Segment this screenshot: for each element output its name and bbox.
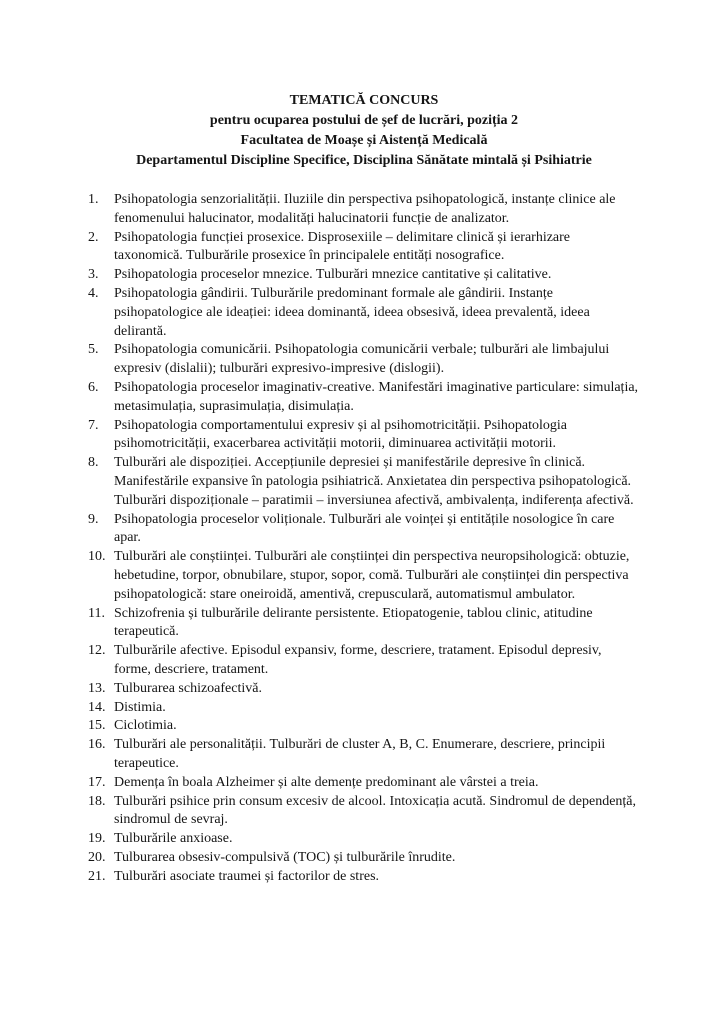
topic-number: 12. <box>88 643 106 659</box>
topic-item <box>88 830 640 849</box>
topic-number: 1. <box>88 192 99 207</box>
topic-list <box>88 191 640 886</box>
document-subtitle-faculty: Facultatea de Moașe și Aistență Medicală <box>240 133 488 148</box>
document-header <box>88 91 640 171</box>
topic-number: 17. <box>88 774 106 790</box>
document-subtitle-position: pentru ocuparea postului de șef de lucrări, poziția 2 <box>209 113 519 128</box>
topic-text: Tulburarea obsesiv-compulsivă (TOC) și tulburările înrudite. <box>114 849 456 865</box>
topic-item <box>88 680 640 699</box>
topic-text: Demența în boala Alzheimer și alte demențe predominant ale vârstei a treia. <box>114 774 539 790</box>
topic-text: Tulburări asociate traumei și factorilor de stres. <box>114 868 380 884</box>
topic-text: Tulburarea schizoafectivă. <box>114 680 262 696</box>
topic-number: 16. <box>88 737 106 753</box>
topic-text: Tulburările afective. Episodul expansiv, forme, descriere, tratament. Episodul depresiv, forme, descriere, tratament. <box>114 643 602 677</box>
topic-item <box>88 548 640 604</box>
topic-number: 11. <box>88 605 105 621</box>
topic-number: 2. <box>88 229 99 245</box>
topic-text: Psihopatologia senzorialității. Iluziile din perspectiva psihopatologică, instanțe clinice ale fenomenului halucinator, modalități halucinatorii funcție de analizator. <box>114 192 616 226</box>
topic-number: 21. <box>88 868 106 884</box>
topic-item <box>88 736 640 774</box>
topic-text: Psihopatologia funcției prosexice. Disprosexiile – delimitare clinică și ierarhizare taxonomică. Tulburările prosexice în principalele entități nosografice. <box>114 229 571 264</box>
topic-item <box>88 454 640 510</box>
topic-item <box>88 699 640 718</box>
topic-item <box>88 793 640 831</box>
topic-number: 15. <box>88 718 106 734</box>
topic-item <box>88 605 640 643</box>
topic-number: 6. <box>88 379 99 395</box>
topic-text: Psihopatologia gândirii. Tulburările predominant formale ale gândirii. Instanțe psihopatologice ale ideației: ideea dominantă, ideea obsesivă, ideea prevalentă, ideea delirantă. <box>114 285 590 339</box>
topic-item <box>88 417 640 455</box>
topic-item <box>88 229 640 267</box>
topic-number: 13. <box>88 680 106 696</box>
topic-text: Tulburări psihice prin consum excesiv de alcool. Intoxicația acută. Sindromul de dependență, sindromul de sevraj. <box>114 793 637 828</box>
topic-number: 19. <box>88 831 106 847</box>
topic-text: Schizofrenia și tulburările delirante persistente. Etiopatogenie, tablou clinic, atitudine terapeutică. <box>114 605 593 640</box>
topic-item <box>88 191 640 229</box>
topic-text: Psihopatologia proceselor mnezice. Tulburări mnezice cantitative și calitative. <box>114 267 552 283</box>
document-title: TEMATICĂ CONCURS <box>289 93 439 108</box>
topic-item <box>88 379 640 417</box>
topic-text: Distimia. <box>114 699 166 715</box>
topic-text: Tulburări ale personalității. Tulburări de cluster A, B, C. Enumerare, descriere, principii terapeutice. <box>114 737 606 771</box>
topic-text: Ciclotimia. <box>114 718 177 734</box>
topic-item <box>88 341 640 379</box>
topic-number: 20. <box>88 849 106 865</box>
topic-number: 18. <box>88 793 106 809</box>
topic-number: 5. <box>88 342 99 358</box>
topic-number: 7. <box>88 417 99 433</box>
topic-text: Psihopatologia comportamentului expresiv și al psihomotricității. Psihopatologia psihomotricității, exacerbarea activității motorii, diminuarea activității motorii. <box>114 417 567 452</box>
topic-text: Psihopatologia proceselor voliționale. Tulburări ale voinței și entitățile nosologice în care apar. <box>114 511 615 546</box>
topic-number: 14. <box>88 699 106 715</box>
topic-number: 3. <box>88 267 99 283</box>
topic-text: Tulburări ale dispoziției. Accepțiunile depresiei și manifestările depresive în clinică. Manifestările expansive în patologia psihiatrică. Anxietatea din perspectiva psihopatologică. Tulburări dispoziționale – paratimii – inversiunea afectivă, ambivalența, indiferența afectivă. <box>114 455 634 508</box>
topic-item <box>88 266 640 285</box>
topic-text: Tulburări ale conștiinței. Tulburări ale conștiinței din perspectiva neuropsihologică: obtuzie, hebetudine, torpor, obnubilare, stupor, sopor, comă. Tulburări ale conștiinței din perspectiva psihopatologică: stare oneiroidă, amentivă, crepusculară, automatismul ambulator. <box>114 549 630 602</box>
topic-item <box>88 511 640 549</box>
topic-item <box>88 868 640 887</box>
document-subtitle-department: Departamentul Discipline Specifice, Disciplina Sănătate mintală și Psihiatrie <box>136 153 592 168</box>
topic-number: 10. <box>88 549 106 565</box>
topic-number: 9. <box>88 511 99 527</box>
topic-text: Psihopatologia comunicării. Psihopatologia comunicării verbale; tulburări ale limbajului expresiv (dislalii); tulburări expresivo-impresive (dislogii). <box>114 342 610 377</box>
topic-item <box>88 642 640 680</box>
topic-number: 8. <box>88 455 99 471</box>
topic-number: 4. <box>88 285 99 301</box>
topic-item <box>88 717 640 736</box>
topic-item <box>88 285 640 341</box>
topic-item <box>88 849 640 868</box>
topic-text: Tulburările anxioase. <box>114 831 233 847</box>
topic-item <box>88 774 640 793</box>
topic-text: Psihopatologia proceselor imaginativ-creative. Manifestări imaginative particulare: simulația, metasimulația, suprasimulația, disimulația. <box>114 379 639 414</box>
